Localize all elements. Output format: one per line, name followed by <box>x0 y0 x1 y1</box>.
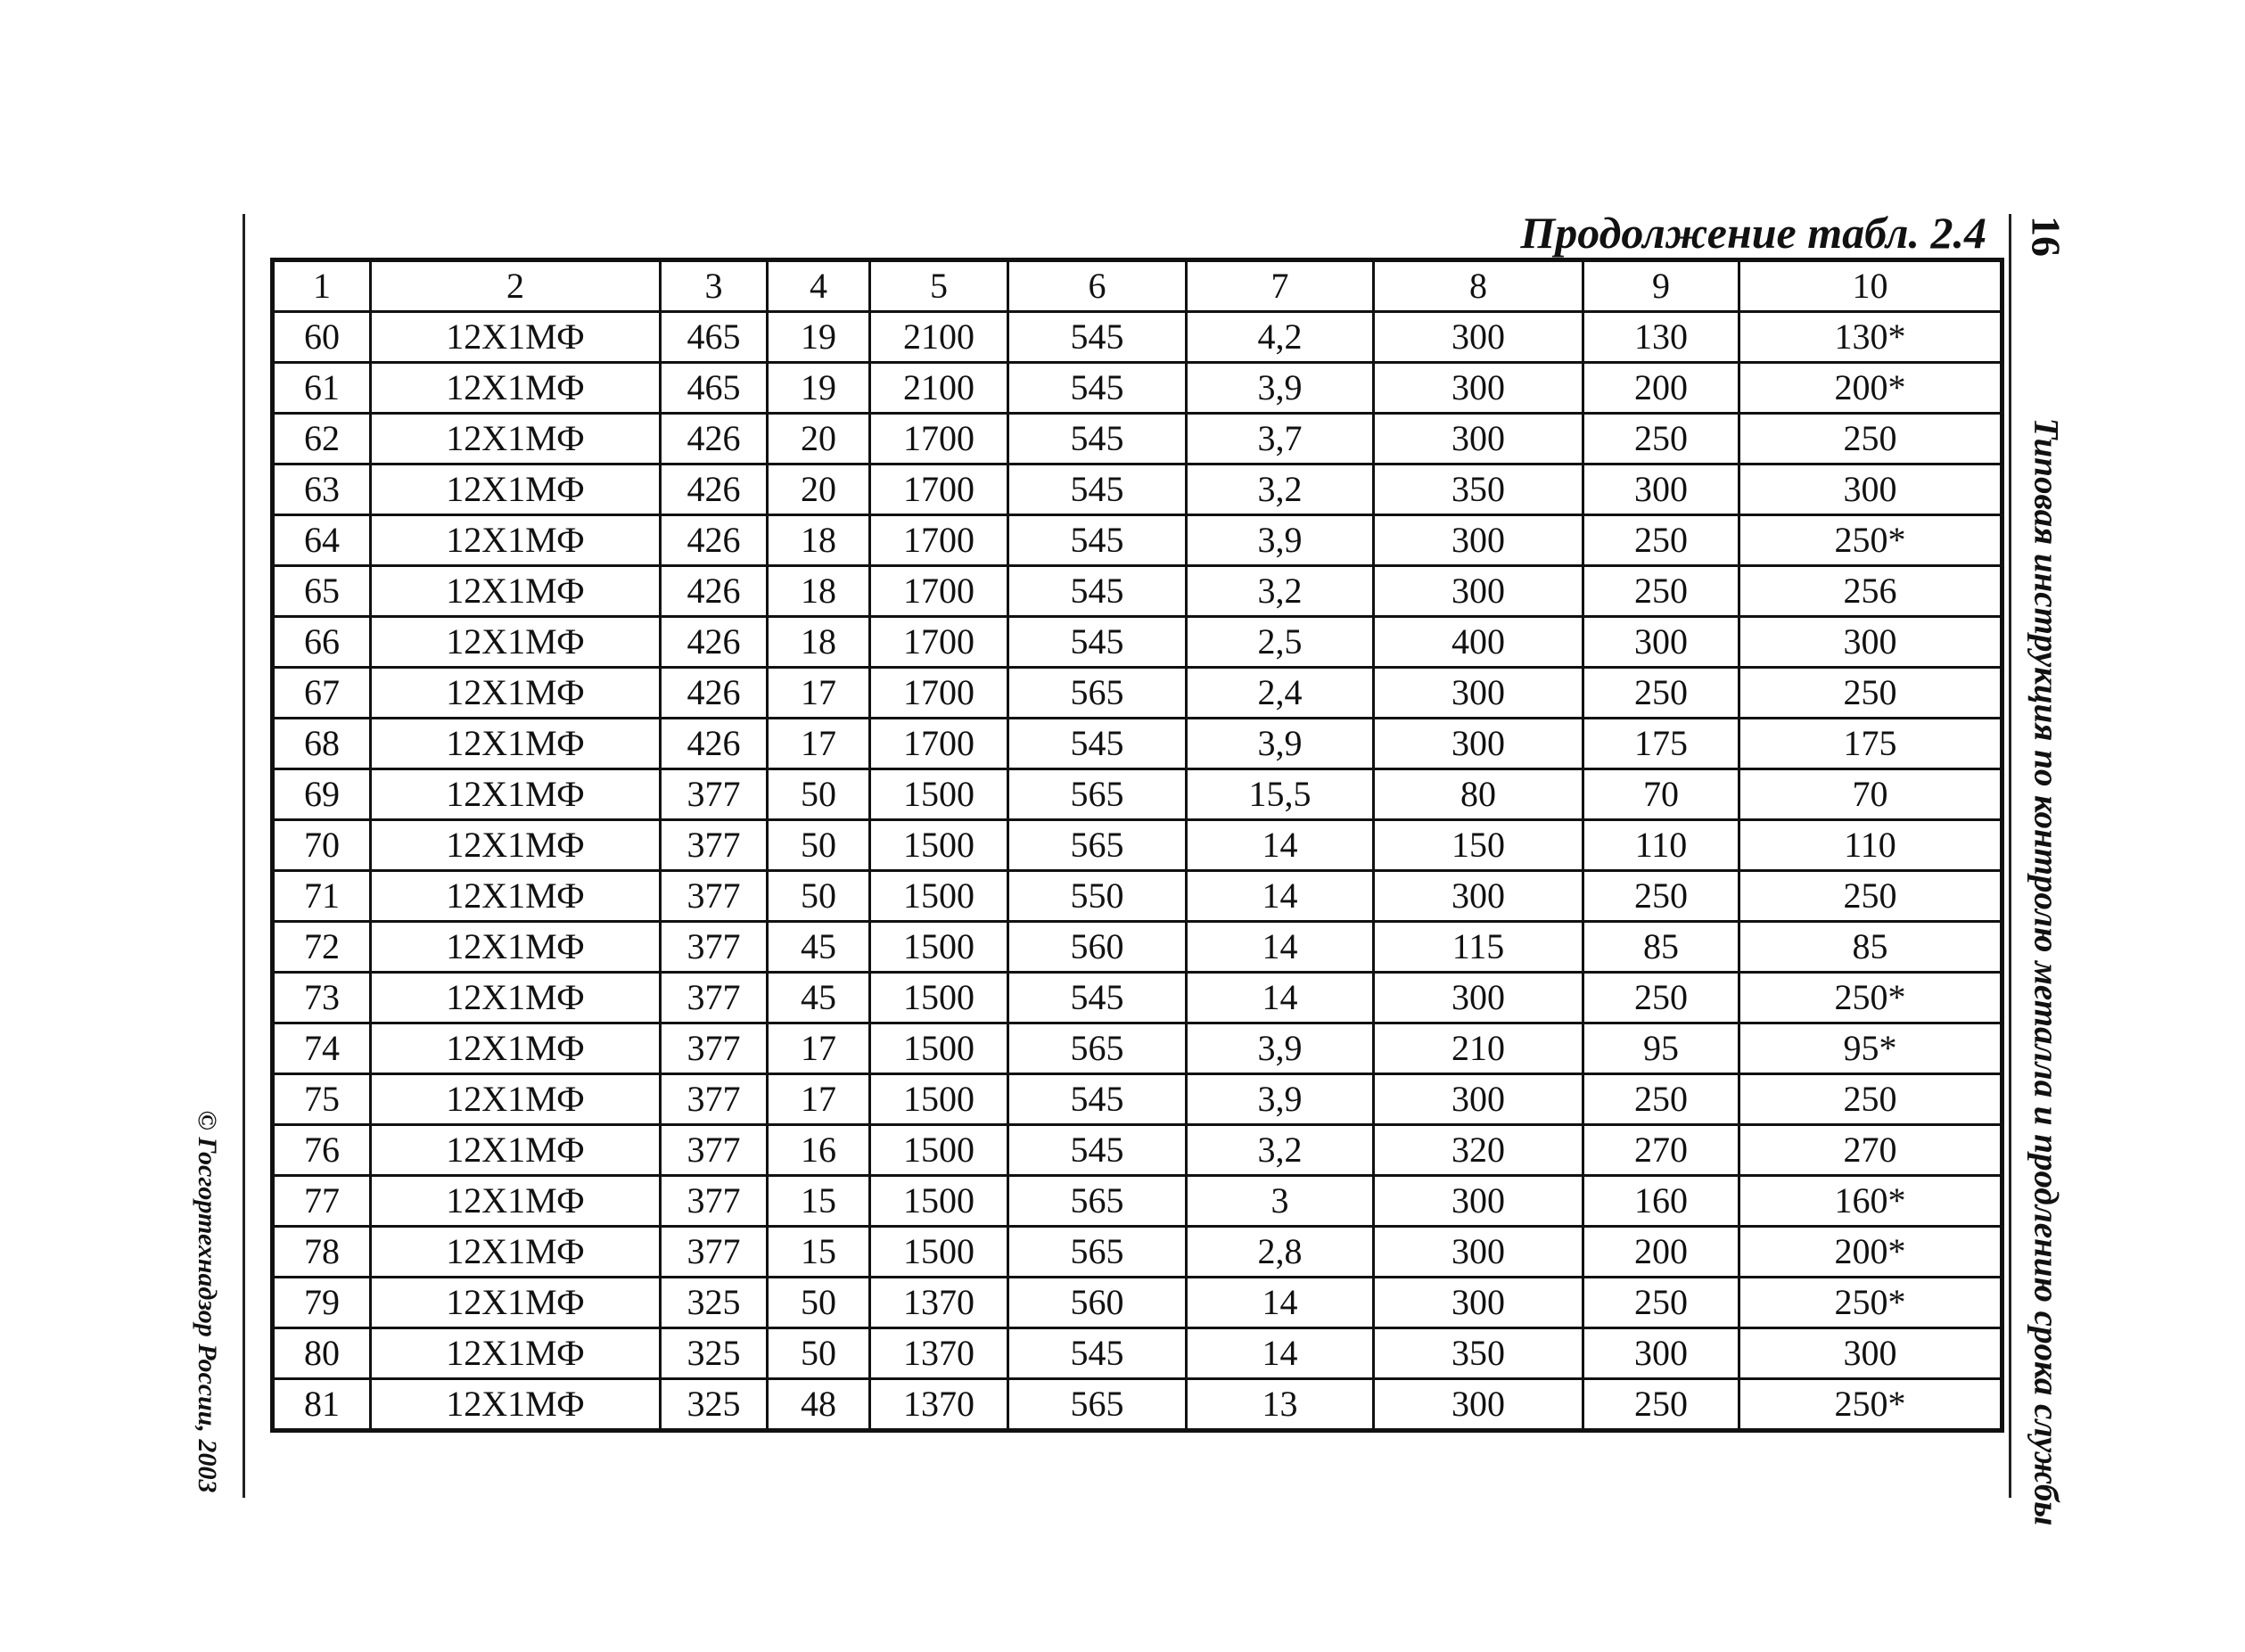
table-cell: 12Х1МФ <box>371 414 661 464</box>
table-cell: 80 <box>273 1328 371 1379</box>
table-cell: 3,2 <box>1187 1125 1374 1176</box>
table-cell: 3,9 <box>1187 363 1374 414</box>
table-cell: 14 <box>1187 820 1374 871</box>
table-cell: 565 <box>1008 1023 1187 1074</box>
table-cell: 300 <box>1374 1379 1583 1431</box>
table-cell: 12Х1МФ <box>371 820 661 871</box>
table-cell: 426 <box>661 414 768 464</box>
table-cell: 1700 <box>870 668 1008 719</box>
table-cell: 20 <box>768 414 870 464</box>
column-header-10: 10 <box>1739 260 2002 312</box>
table-row <box>273 1074 2002 1125</box>
table-cell: 130 <box>1583 312 1739 363</box>
table-cell: 1500 <box>870 820 1008 871</box>
table-cell: 377 <box>661 1227 768 1278</box>
table-cell: 300 <box>1374 719 1583 769</box>
table-cell: 12Х1МФ <box>371 1074 661 1125</box>
table-cell: 17 <box>768 668 870 719</box>
table-cell: 250* <box>1739 973 2002 1023</box>
table-body <box>273 312 2002 1431</box>
table-cell: 160* <box>1739 1176 2002 1227</box>
table-cell: 1500 <box>870 922 1008 973</box>
table-row <box>273 617 2002 668</box>
table-cell: 250 <box>1583 973 1739 1023</box>
table-cell: 1500 <box>870 973 1008 1023</box>
table-cell: 78 <box>273 1227 371 1278</box>
table-cell: 250 <box>1739 871 2002 922</box>
table-cell: 1700 <box>870 617 1008 668</box>
table-cell: 3,2 <box>1187 566 1374 617</box>
table-cell: 14 <box>1187 973 1374 1023</box>
table-cell: 14 <box>1187 1278 1374 1328</box>
table-cell: 17 <box>768 719 870 769</box>
table-cell: 300 <box>1374 871 1583 922</box>
table-cell: 63 <box>273 464 371 515</box>
table-cell: 1500 <box>870 1023 1008 1074</box>
table-cell: 300 <box>1583 464 1739 515</box>
table-cell: 76 <box>273 1125 371 1176</box>
column-header-8: 8 <box>1374 260 1583 312</box>
table-cell: 200 <box>1583 363 1739 414</box>
column-header-7: 7 <box>1187 260 1374 312</box>
table-cell: 210 <box>1374 1023 1583 1074</box>
table-cell: 250 <box>1583 668 1739 719</box>
table-cell: 300 <box>1374 1176 1583 1227</box>
running-title: Типовая инструкция по контролю металла и продлению срока службы <box>2027 417 2066 1526</box>
table-cell: 62 <box>273 414 371 464</box>
table-cell: 115 <box>1374 922 1583 973</box>
table-cell: 545 <box>1008 312 1187 363</box>
table-cell: 1500 <box>870 871 1008 922</box>
table-cell: 1370 <box>870 1328 1008 1379</box>
table-cell: 3,9 <box>1187 719 1374 769</box>
table-cell: 1370 <box>870 1278 1008 1328</box>
table-cell: 85 <box>1583 922 1739 973</box>
table-row <box>273 719 2002 769</box>
data-table <box>270 258 2004 1433</box>
table-cell: 12Х1МФ <box>371 515 661 566</box>
table-cell: 200* <box>1739 1227 2002 1278</box>
table-cell: 12Х1МФ <box>371 668 661 719</box>
table-cell: 12Х1МФ <box>371 1227 661 1278</box>
column-header-2: 2 <box>371 260 661 312</box>
table-cell: 426 <box>661 515 768 566</box>
table-cell: 77 <box>273 1176 371 1227</box>
table-header-row <box>273 260 2002 312</box>
column-header-9: 9 <box>1583 260 1739 312</box>
table-cell: 72 <box>273 922 371 973</box>
table-row <box>273 973 2002 1023</box>
table-cell: 400 <box>1374 617 1583 668</box>
table-cell: 565 <box>1008 1379 1187 1431</box>
table-cell: 377 <box>661 922 768 973</box>
table-row <box>273 668 2002 719</box>
table-cell: 45 <box>768 973 870 1023</box>
table-cell: 256 <box>1739 566 2002 617</box>
table-cell: 19 <box>768 312 870 363</box>
table-cell: 1500 <box>870 1176 1008 1227</box>
table-cell: 12Х1МФ <box>371 464 661 515</box>
table-cell: 13 <box>1187 1379 1374 1431</box>
table-row <box>273 871 2002 922</box>
table-cell: 12Х1МФ <box>371 1023 661 1074</box>
table-cell: 426 <box>661 719 768 769</box>
table-cell: 465 <box>661 312 768 363</box>
table-row <box>273 769 2002 820</box>
table-cell: 71 <box>273 871 371 922</box>
table-cell: 12Х1МФ <box>371 871 661 922</box>
table-cell: 12Х1МФ <box>371 1176 661 1227</box>
table-cell: 69 <box>273 769 371 820</box>
table-cell: 545 <box>1008 973 1187 1023</box>
table-cell: 65 <box>273 566 371 617</box>
table-cell: 150 <box>1374 820 1583 871</box>
table-cell: 300 <box>1739 617 2002 668</box>
table-cell: 560 <box>1008 1278 1187 1328</box>
table-row <box>273 1023 2002 1074</box>
table-cell: 12Х1МФ <box>371 922 661 973</box>
table-cell: 50 <box>768 871 870 922</box>
table-cell: 20 <box>768 464 870 515</box>
table-row <box>273 363 2002 414</box>
table-cell: 250 <box>1739 1074 2002 1125</box>
table-cell: 15,5 <box>1187 769 1374 820</box>
table-cell: 300 <box>1739 1328 2002 1379</box>
table-cell: 565 <box>1008 1227 1187 1278</box>
table-cell: 2,5 <box>1187 617 1374 668</box>
table-cell: 67 <box>273 668 371 719</box>
table-cell: 565 <box>1008 769 1187 820</box>
table-cell: 350 <box>1374 1328 1583 1379</box>
table-cell: 300 <box>1583 617 1739 668</box>
table-cell: 2,8 <box>1187 1227 1374 1278</box>
table-row <box>273 515 2002 566</box>
table-cell: 270 <box>1739 1125 2002 1176</box>
table-cell: 68 <box>273 719 371 769</box>
table-cell: 1700 <box>870 719 1008 769</box>
table-cell: 1700 <box>870 566 1008 617</box>
table-cell: 300 <box>1583 1328 1739 1379</box>
table-cell: 2100 <box>870 312 1008 363</box>
table-cell: 17 <box>768 1023 870 1074</box>
column-header-5: 5 <box>870 260 1008 312</box>
table-row <box>273 1125 2002 1176</box>
table-cell: 1700 <box>870 515 1008 566</box>
table-cell: 14 <box>1187 1328 1374 1379</box>
table-cell: 300 <box>1739 464 2002 515</box>
table-cell: 3,9 <box>1187 1023 1374 1074</box>
table-cell: 79 <box>273 1278 371 1328</box>
table-cell: 465 <box>661 363 768 414</box>
column-header-4: 4 <box>768 260 870 312</box>
table-cell: 270 <box>1583 1125 1739 1176</box>
table-cell: 3,7 <box>1187 414 1374 464</box>
table-cell: 50 <box>768 1328 870 1379</box>
table-cell: 250 <box>1583 1278 1739 1328</box>
table-cell: 1700 <box>870 414 1008 464</box>
table-cell: 14 <box>1187 922 1374 973</box>
table-cell: 50 <box>768 820 870 871</box>
table-cell: 250* <box>1739 1379 2002 1431</box>
table-cell: 3,2 <box>1187 464 1374 515</box>
table-cell: 3 <box>1187 1176 1374 1227</box>
table-row <box>273 566 2002 617</box>
table-row <box>273 922 2002 973</box>
table-cell: 250 <box>1583 871 1739 922</box>
table-cell: 545 <box>1008 1125 1187 1176</box>
table-cell: 17 <box>768 1074 870 1125</box>
table-cell: 12Х1МФ <box>371 973 661 1023</box>
table-cell: 300 <box>1374 414 1583 464</box>
table-cell: 16 <box>768 1125 870 1176</box>
table-cell: 1500 <box>870 1125 1008 1176</box>
table-cell: 250 <box>1583 1379 1739 1431</box>
table-cell: 12Х1МФ <box>371 1125 661 1176</box>
table-cell: 200* <box>1739 363 2002 414</box>
table-cell: 12Х1МФ <box>371 1328 661 1379</box>
table-cell: 325 <box>661 1379 768 1431</box>
table-cell: 300 <box>1374 566 1583 617</box>
table-cell: 3,9 <box>1187 515 1374 566</box>
table-cell: 300 <box>1374 312 1583 363</box>
table-cell: 74 <box>273 1023 371 1074</box>
table-cell: 426 <box>661 464 768 515</box>
table-cell: 545 <box>1008 414 1187 464</box>
table-cell: 110 <box>1583 820 1739 871</box>
column-header-3: 3 <box>661 260 768 312</box>
table-cell: 1500 <box>870 769 1008 820</box>
table-cell: 545 <box>1008 1074 1187 1125</box>
table-cell: 250 <box>1739 668 2002 719</box>
table-cell: 545 <box>1008 464 1187 515</box>
page-number: 16 <box>2023 216 2069 257</box>
table-row <box>273 820 2002 871</box>
table-row <box>273 1328 2002 1379</box>
copyright-note: © Госгортехнадзор России, 2003 <box>193 1110 222 1493</box>
table-cell: 12Х1МФ <box>371 617 661 668</box>
table-cell: 160 <box>1583 1176 1739 1227</box>
table-cell: 250* <box>1739 1278 2002 1328</box>
table-cell: 300 <box>1374 973 1583 1023</box>
table-cell: 2,4 <box>1187 668 1374 719</box>
table-cell: 300 <box>1374 1227 1583 1278</box>
table-cell: 175 <box>1739 719 2002 769</box>
table-row <box>273 1278 2002 1328</box>
table-cell: 12Х1МФ <box>371 719 661 769</box>
table-cell: 426 <box>661 668 768 719</box>
table-row <box>273 1176 2002 1227</box>
table-cell: 545 <box>1008 363 1187 414</box>
table-cell: 550 <box>1008 871 1187 922</box>
table-cell: 200 <box>1583 1227 1739 1278</box>
table-cell: 545 <box>1008 566 1187 617</box>
table-cell: 300 <box>1374 363 1583 414</box>
table-cell: 545 <box>1008 617 1187 668</box>
table-cell: 15 <box>768 1176 870 1227</box>
column-header-6: 6 <box>1008 260 1187 312</box>
table-cell: 18 <box>768 566 870 617</box>
table-cell: 80 <box>1374 769 1583 820</box>
table-cell: 19 <box>768 363 870 414</box>
table-cell: 70 <box>1583 769 1739 820</box>
table-cell: 545 <box>1008 515 1187 566</box>
table-cell: 48 <box>768 1379 870 1431</box>
table-cell: 560 <box>1008 922 1187 973</box>
table-cell: 12Х1МФ <box>371 363 661 414</box>
table-cell: 73 <box>273 973 371 1023</box>
table-cell: 350 <box>1374 464 1583 515</box>
table-cell: 300 <box>1374 668 1583 719</box>
table-cell: 300 <box>1374 1278 1583 1328</box>
table-cell: 175 <box>1583 719 1739 769</box>
table-cell: 377 <box>661 1125 768 1176</box>
table-cell: 75 <box>273 1074 371 1125</box>
table-cell: 130* <box>1739 312 2002 363</box>
table-cell: 2100 <box>870 363 1008 414</box>
table-row <box>273 1379 2002 1431</box>
table-cell: 565 <box>1008 668 1187 719</box>
table-cell: 12Х1МФ <box>371 566 661 617</box>
table-cell: 18 <box>768 617 870 668</box>
table-cell: 377 <box>661 1074 768 1125</box>
table-cell: 95 <box>1583 1023 1739 1074</box>
table-cell: 325 <box>661 1278 768 1328</box>
table-cell: 66 <box>273 617 371 668</box>
table-cell: 250 <box>1583 566 1739 617</box>
table-cell: 95* <box>1739 1023 2002 1074</box>
table-cell: 18 <box>768 515 870 566</box>
left-margin-rule <box>243 214 245 1498</box>
table-cell: 377 <box>661 820 768 871</box>
table-cell: 250 <box>1583 515 1739 566</box>
table-continuation-title: Продолжение табл. 2.4 <box>1520 208 1986 258</box>
table-cell: 1700 <box>870 464 1008 515</box>
table-cell: 250 <box>1583 1074 1739 1125</box>
table-cell: 12Х1МФ <box>371 1278 661 1328</box>
table-cell: 565 <box>1008 820 1187 871</box>
table-cell: 61 <box>273 363 371 414</box>
table-cell: 110 <box>1739 820 2002 871</box>
table-cell: 426 <box>661 617 768 668</box>
table-cell: 250 <box>1583 414 1739 464</box>
table-cell: 50 <box>768 769 870 820</box>
table-cell: 300 <box>1374 515 1583 566</box>
column-header-1: 1 <box>273 260 371 312</box>
table-cell: 325 <box>661 1328 768 1379</box>
table-row <box>273 1227 2002 1278</box>
table-cell: 15 <box>768 1227 870 1278</box>
table-cell: 70 <box>273 820 371 871</box>
table-cell: 85 <box>1739 922 2002 973</box>
table-cell: 377 <box>661 1023 768 1074</box>
table-row <box>273 312 2002 363</box>
table-cell: 81 <box>273 1379 371 1431</box>
table-cell: 320 <box>1374 1125 1583 1176</box>
table-cell: 12Х1МФ <box>371 1379 661 1431</box>
table-cell: 60 <box>273 312 371 363</box>
table-row <box>273 414 2002 464</box>
table-cell: 14 <box>1187 871 1374 922</box>
table-row <box>273 464 2002 515</box>
table-cell: 3,9 <box>1187 1074 1374 1125</box>
table-cell: 4,2 <box>1187 312 1374 363</box>
table-cell: 377 <box>661 871 768 922</box>
table-cell: 377 <box>661 973 768 1023</box>
table-cell: 250* <box>1739 515 2002 566</box>
table-cell: 545 <box>1008 719 1187 769</box>
table-cell: 70 <box>1739 769 2002 820</box>
table-cell: 12Х1МФ <box>371 312 661 363</box>
table-cell: 545 <box>1008 1328 1187 1379</box>
table-cell: 45 <box>768 922 870 973</box>
table-cell: 1500 <box>870 1227 1008 1278</box>
table-cell: 64 <box>273 515 371 566</box>
table-cell: 300 <box>1374 1074 1583 1125</box>
table-cell: 377 <box>661 1176 768 1227</box>
table-cell: 1370 <box>870 1379 1008 1431</box>
table-cell: 377 <box>661 769 768 820</box>
table-cell: 1500 <box>870 1074 1008 1125</box>
table-cell: 50 <box>768 1278 870 1328</box>
table-cell: 12Х1МФ <box>371 769 661 820</box>
table-cell: 250 <box>1739 414 2002 464</box>
right-margin-rule <box>2009 214 2011 1498</box>
table-cell: 565 <box>1008 1176 1187 1227</box>
table-cell: 426 <box>661 566 768 617</box>
